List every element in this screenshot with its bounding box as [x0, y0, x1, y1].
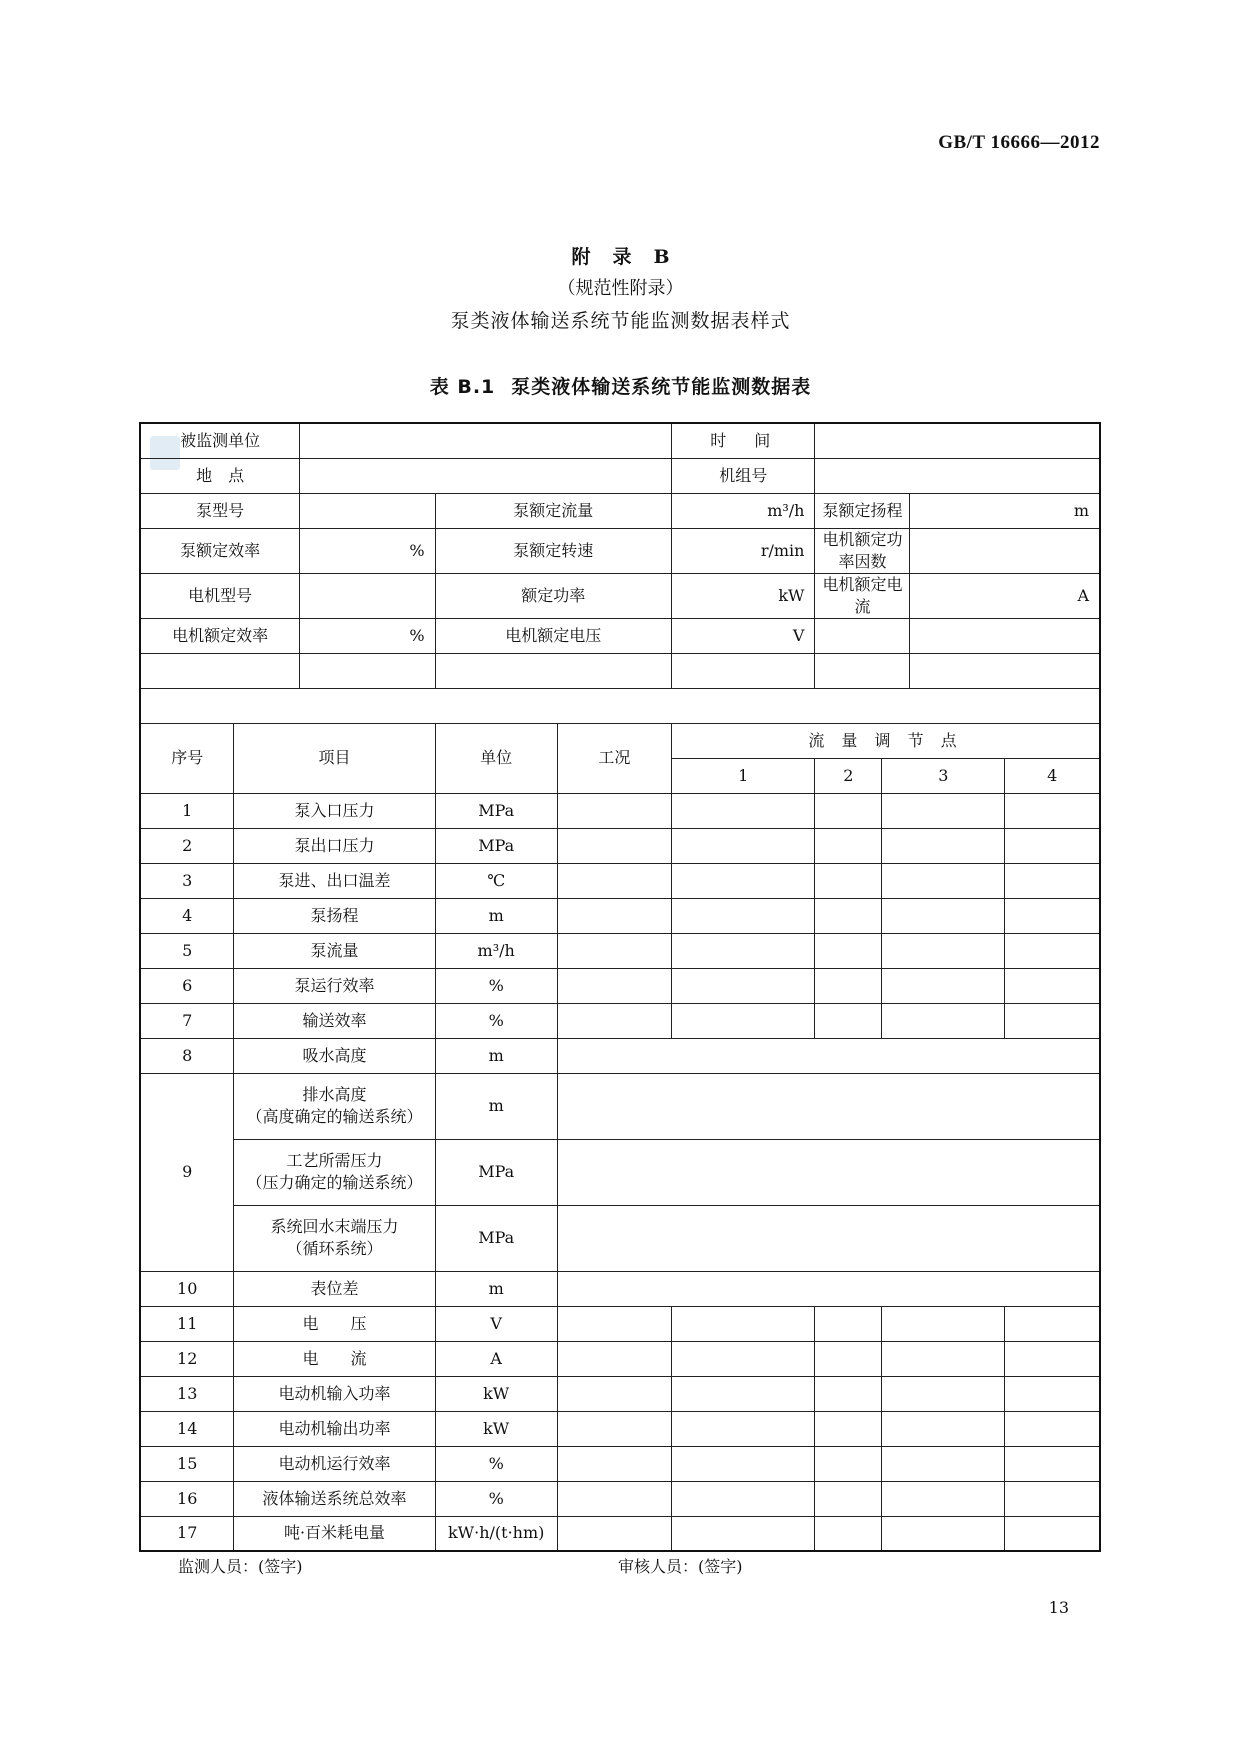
- cell: [671, 863, 815, 898]
- label-pump-model: 泵型号: [140, 493, 300, 528]
- cell: [1005, 1411, 1100, 1446]
- unit-motor-voltage: V: [671, 618, 815, 653]
- info-row-pump: [140, 493, 1100, 528]
- label-rated-power: 额定功率: [435, 573, 671, 618]
- header-item: 项目: [234, 723, 435, 793]
- unit-rated-flow: m³/h: [671, 493, 815, 528]
- row-unit: MPa: [435, 1205, 557, 1271]
- cell: [1005, 1516, 1100, 1551]
- table-row: [140, 1306, 1100, 1341]
- merged-cell: [557, 1038, 1100, 1073]
- normative-label: （规范性附录）: [557, 278, 684, 299]
- cell: [1005, 1003, 1100, 1038]
- row-no: 17: [140, 1516, 234, 1551]
- label-rated-efficiency: 泵额定效率: [140, 528, 300, 573]
- cell: [1005, 1376, 1100, 1411]
- cell: [882, 1411, 1005, 1446]
- table-row: [140, 968, 1100, 1003]
- cell: [671, 1306, 815, 1341]
- table-row: [140, 1038, 1100, 1073]
- merged-cell: [557, 1271, 1100, 1306]
- header-point-3: 3: [882, 758, 1005, 793]
- table-row: [140, 898, 1100, 933]
- row-unit: kW: [435, 1376, 557, 1411]
- header-point-1: 1: [671, 758, 815, 793]
- cell: [882, 863, 1005, 898]
- cell: [671, 1376, 815, 1411]
- row-unit: m: [435, 1271, 557, 1306]
- cell: [1005, 1341, 1100, 1376]
- row-item: 表位差: [234, 1271, 435, 1306]
- row-condition: [557, 1376, 671, 1411]
- table-row: [140, 933, 1100, 968]
- value-time: [815, 423, 1100, 458]
- cell: [671, 1446, 815, 1481]
- cell: [882, 1516, 1005, 1551]
- cell: [882, 793, 1005, 828]
- row-item: 泵扬程: [234, 898, 435, 933]
- column-header-row: [140, 723, 1100, 758]
- cell: [671, 1341, 815, 1376]
- row-unit: MPa: [435, 1139, 557, 1205]
- row-item: 泵出口压力: [234, 828, 435, 863]
- row-condition: [557, 933, 671, 968]
- cell: [815, 968, 882, 1003]
- row-item: 电动机输出功率: [234, 1411, 435, 1446]
- appendix-title: 附 录 B: [571, 246, 670, 268]
- row-no: 14: [140, 1411, 234, 1446]
- empty-cell: [910, 653, 1100, 688]
- row-condition: [557, 1516, 671, 1551]
- row-unit: %: [435, 1003, 557, 1038]
- row-no: 5: [140, 933, 234, 968]
- table-row: [140, 1139, 1100, 1205]
- row-item: 泵运行效率: [234, 968, 435, 1003]
- row-unit: m: [435, 898, 557, 933]
- row-item: 输送效率: [234, 1003, 435, 1038]
- page-number: 13: [1048, 1598, 1069, 1617]
- cell: [1005, 933, 1100, 968]
- label-rated-head: 泵额定扬程: [815, 493, 910, 528]
- cell: [882, 898, 1005, 933]
- row-no: 6: [140, 968, 234, 1003]
- info-row-place: [140, 458, 1100, 493]
- cell: [815, 1446, 882, 1481]
- cell: [882, 1306, 1005, 1341]
- monitoring-data-table: [139, 422, 1101, 1552]
- cell: [671, 1003, 815, 1038]
- row-item: 系统回水末端压力 （循环系统）: [234, 1205, 435, 1271]
- empty-cell: [671, 653, 815, 688]
- row-no: 13: [140, 1376, 234, 1411]
- row-unit: V: [435, 1306, 557, 1341]
- reviewer-signature: 审核人员：(签字): [618, 1557, 743, 1576]
- inspector-signature: 监测人员：(签字): [178, 1557, 303, 1576]
- row-no: 9: [140, 1073, 234, 1271]
- row-no: 12: [140, 1341, 234, 1376]
- row-unit: %: [435, 1481, 557, 1516]
- header-seq: 序号: [140, 723, 234, 793]
- empty-cell: [815, 653, 910, 688]
- standard-number: GB/T 16666—2012: [938, 132, 1100, 153]
- table-row: [140, 1446, 1100, 1481]
- cell: [815, 1376, 882, 1411]
- label-rated-speed: 泵额定转速: [435, 528, 671, 573]
- cell: [882, 1003, 1005, 1038]
- cell: [1005, 1481, 1100, 1516]
- label-unit-no: 机组号: [671, 458, 815, 493]
- unit-motor-current: A: [910, 573, 1100, 618]
- cell: [882, 1376, 1005, 1411]
- cell: [815, 1516, 882, 1551]
- cell: [671, 1411, 815, 1446]
- empty-cell: [815, 618, 910, 653]
- table-row: [140, 1341, 1100, 1376]
- label-monitored-unit: 被监测单位: [140, 423, 300, 458]
- unit-rated-head: m: [910, 493, 1100, 528]
- cell: [1005, 828, 1100, 863]
- cell: [671, 793, 815, 828]
- table-row: [140, 1003, 1100, 1038]
- cell: [671, 828, 815, 863]
- row-no: 1: [140, 793, 234, 828]
- info-row-unit: [140, 423, 1100, 458]
- row-item: 电动机输入功率: [234, 1376, 435, 1411]
- row-unit: m: [435, 1073, 557, 1139]
- label-motor-model: 电机型号: [140, 573, 300, 618]
- cell: [815, 1341, 882, 1376]
- table-row: [140, 863, 1100, 898]
- empty-cell: [435, 653, 671, 688]
- empty-cell: [300, 653, 435, 688]
- header-point-2: 2: [815, 758, 882, 793]
- cell: [815, 1306, 882, 1341]
- cell: [1005, 1446, 1100, 1481]
- cell: [671, 1516, 815, 1551]
- row-no: 11: [140, 1306, 234, 1341]
- cell: [671, 1481, 815, 1516]
- row-condition: [557, 1481, 671, 1516]
- row-condition: [557, 968, 671, 1003]
- row-condition: [557, 1446, 671, 1481]
- row-condition: [557, 1411, 671, 1446]
- row-item: 液体输送系统总效率: [234, 1481, 435, 1516]
- merged-cell: [557, 1139, 1100, 1205]
- cell: [815, 828, 882, 863]
- cell: [882, 1481, 1005, 1516]
- row-no: 15: [140, 1446, 234, 1481]
- cell: [1005, 1306, 1100, 1341]
- cell: [815, 863, 882, 898]
- cell: [1005, 968, 1100, 1003]
- label-place: 地 点: [140, 458, 300, 493]
- cell: [815, 1411, 882, 1446]
- unit-rated-efficiency: %: [300, 528, 435, 573]
- row-condition: [557, 898, 671, 933]
- row-unit: A: [435, 1341, 557, 1376]
- cell: [815, 898, 882, 933]
- table-row: [140, 828, 1100, 863]
- info-row-efficiency: [140, 528, 1100, 573]
- info-row-blank: [140, 653, 1100, 688]
- empty-cell: [140, 653, 300, 688]
- info-row-motor: [140, 573, 1100, 618]
- row-item: 泵进、出口温差: [234, 863, 435, 898]
- table-caption: 表 B.1 泵类液体输送系统节能监测数据表: [429, 376, 812, 398]
- cell: [1005, 863, 1100, 898]
- cell: [671, 933, 815, 968]
- row-no: 8: [140, 1038, 234, 1073]
- row-no: 10: [140, 1271, 234, 1306]
- header-unit: 单位: [435, 723, 557, 793]
- row-item: 吸水高度: [234, 1038, 435, 1073]
- table-row: [140, 1516, 1100, 1551]
- label-motor-current: 电机额定电流: [815, 573, 910, 618]
- row-unit: kW: [435, 1411, 557, 1446]
- row-condition: [557, 1341, 671, 1376]
- row-condition: [557, 1003, 671, 1038]
- cell: [882, 933, 1005, 968]
- cell: [1005, 898, 1100, 933]
- cell: [882, 1446, 1005, 1481]
- label-time: 时 间: [671, 423, 815, 458]
- merged-cell: [557, 1073, 1100, 1139]
- row-unit: %: [435, 968, 557, 1003]
- row-no: 7: [140, 1003, 234, 1038]
- row-unit: MPa: [435, 828, 557, 863]
- separator-row: [140, 688, 1100, 723]
- row-condition: [557, 1306, 671, 1341]
- merged-cell: [557, 1205, 1100, 1271]
- row-unit: m: [435, 1038, 557, 1073]
- value-monitored-unit: [300, 423, 672, 458]
- cell: [882, 968, 1005, 1003]
- appendix-subject: 泵类液体输送系统节能监测数据表样式: [450, 310, 791, 332]
- separator-cell: [140, 688, 1100, 723]
- empty-cell: [910, 618, 1100, 653]
- label-rated-flow: 泵额定流量: [435, 493, 671, 528]
- unit-rated-speed: r/min: [671, 528, 815, 573]
- row-unit: kW·h/(t·hm): [435, 1516, 557, 1551]
- unit-motor-efficiency: %: [300, 618, 435, 653]
- row-condition: [557, 793, 671, 828]
- table-row: [140, 1205, 1100, 1271]
- table-row: [140, 1271, 1100, 1306]
- label-motor-voltage: 电机额定电压: [435, 618, 671, 653]
- value-unit-no: [815, 458, 1100, 493]
- label-motor-efficiency: 电机额定效率: [140, 618, 300, 653]
- header-flow-points: 流 量 调 节 点: [671, 723, 1100, 758]
- row-item: 工艺所需压力 （压力确定的输送系统）: [234, 1139, 435, 1205]
- row-no: 16: [140, 1481, 234, 1516]
- table-row: [140, 1481, 1100, 1516]
- header-condition: 工况: [557, 723, 671, 793]
- cell: [815, 793, 882, 828]
- cell: [882, 1341, 1005, 1376]
- row-condition: [557, 828, 671, 863]
- row-item: 吨·百米耗电量: [234, 1516, 435, 1551]
- value-pump-model: [300, 493, 435, 528]
- row-item: 排水高度 （高度确定的输送系统）: [234, 1073, 435, 1139]
- cell: [671, 898, 815, 933]
- header-point-4: 4: [1005, 758, 1100, 793]
- cell: [815, 1481, 882, 1516]
- value-motor-power-factor: [910, 528, 1100, 573]
- info-row-motor-eff: [140, 618, 1100, 653]
- cell: [882, 828, 1005, 863]
- row-unit: ℃: [435, 863, 557, 898]
- row-no: 4: [140, 898, 234, 933]
- row-no: 3: [140, 863, 234, 898]
- cell: [815, 933, 882, 968]
- row-item: 泵入口压力: [234, 793, 435, 828]
- row-unit: %: [435, 1446, 557, 1481]
- row-unit: m³/h: [435, 933, 557, 968]
- row-item: 泵流量: [234, 933, 435, 968]
- table-row: [140, 1073, 1100, 1139]
- table-row: [140, 1376, 1100, 1411]
- row-unit: MPa: [435, 793, 557, 828]
- value-motor-model: [300, 573, 435, 618]
- row-no: 2: [140, 828, 234, 863]
- row-item: 电 压: [234, 1306, 435, 1341]
- row-item: 电动机运行效率: [234, 1446, 435, 1481]
- cell: [671, 968, 815, 1003]
- cell: [815, 1003, 882, 1038]
- table-row: [140, 793, 1100, 828]
- table-row: [140, 1411, 1100, 1446]
- cell: [1005, 793, 1100, 828]
- label-motor-power-factor: 电机额定功率因数: [815, 528, 910, 573]
- row-condition: [557, 863, 671, 898]
- value-place: [300, 458, 672, 493]
- row-item: 电 流: [234, 1341, 435, 1376]
- unit-rated-power: kW: [671, 573, 815, 618]
